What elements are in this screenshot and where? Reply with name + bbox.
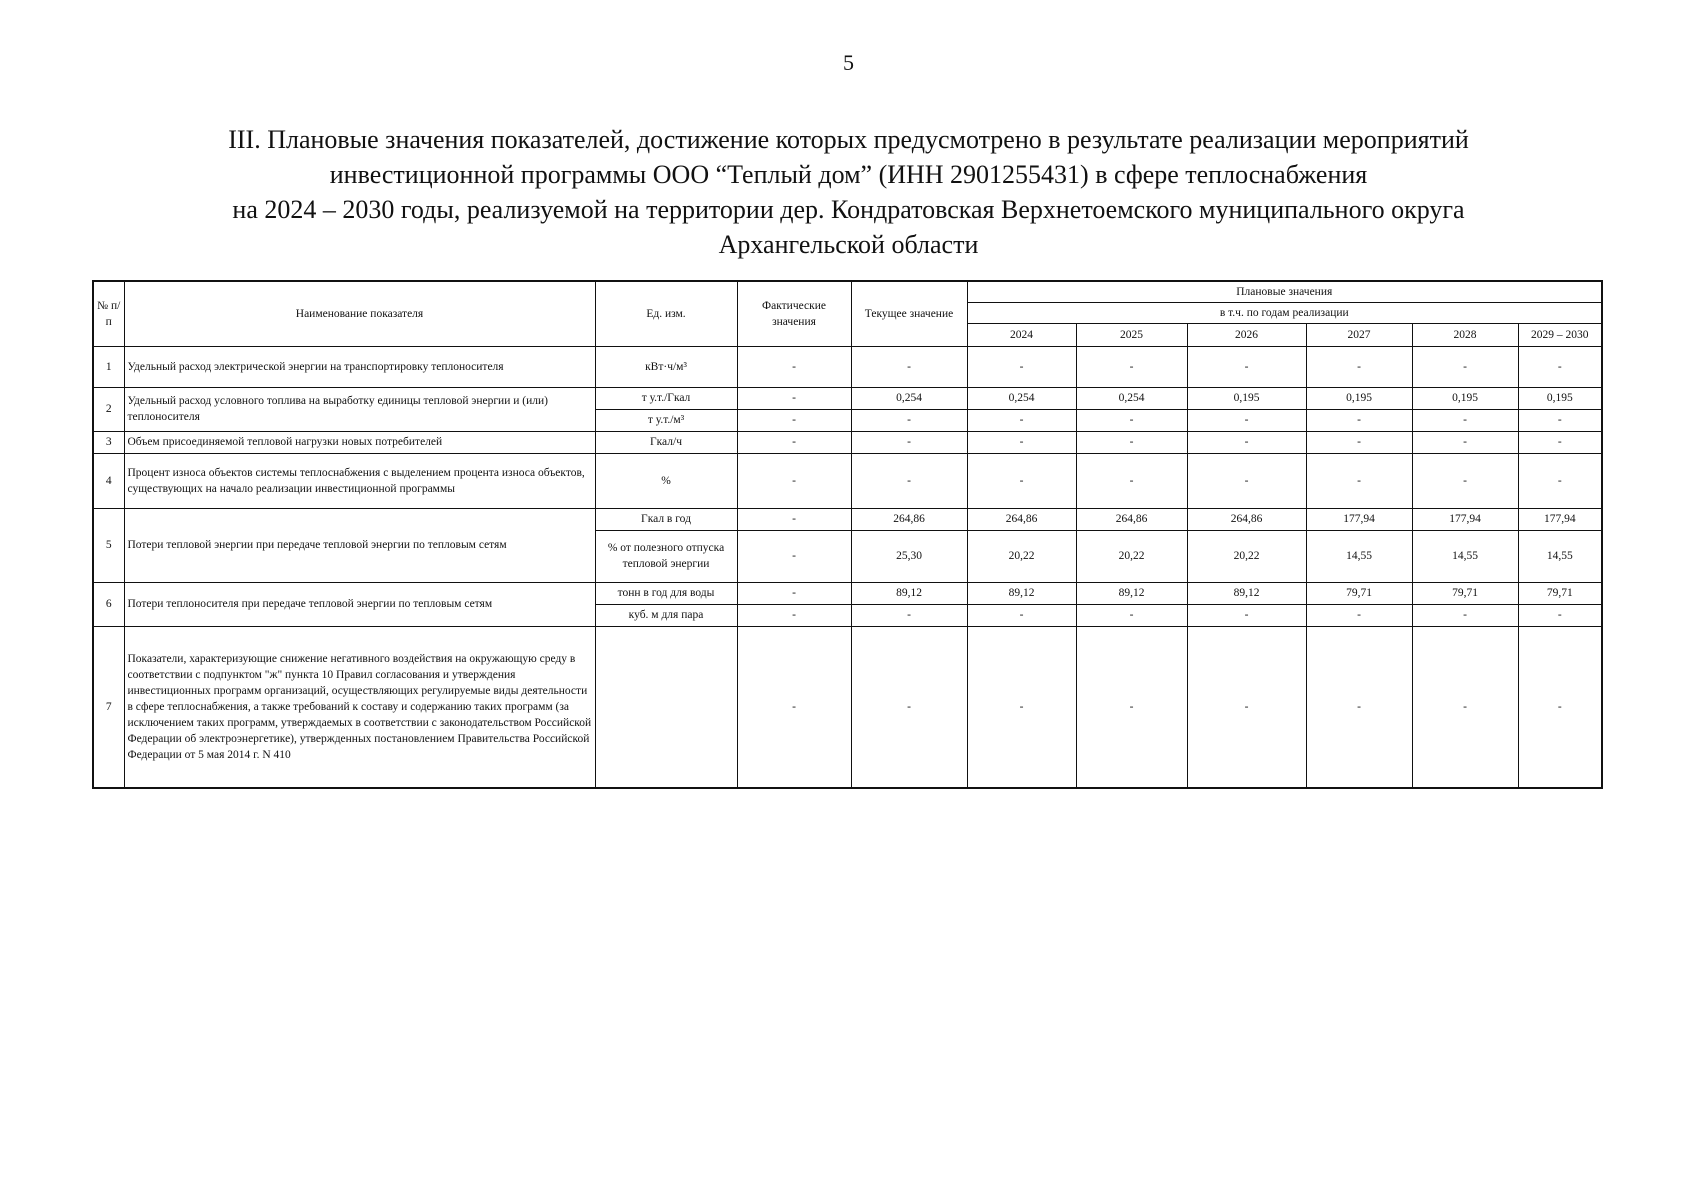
current-value: - xyxy=(851,453,967,508)
planned-value: - xyxy=(967,431,1076,453)
planned-value: 14,55 xyxy=(1518,530,1602,582)
planned-value: 14,55 xyxy=(1412,530,1518,582)
planned-value: 264,86 xyxy=(1076,508,1187,530)
planned-value: - xyxy=(1518,409,1602,431)
header-num: № п/п xyxy=(93,281,124,346)
current-value: 89,12 xyxy=(851,582,967,604)
planned-value: 0,195 xyxy=(1187,387,1306,409)
row-number: 7 xyxy=(93,626,124,788)
planned-value: 79,71 xyxy=(1306,582,1412,604)
planned-value: 264,86 xyxy=(1187,508,1306,530)
planned-value: 20,22 xyxy=(1076,530,1187,582)
planned-value: - xyxy=(1187,626,1306,788)
current-value: - xyxy=(851,346,967,387)
row-number: 6 xyxy=(93,582,124,626)
planned-value: 20,22 xyxy=(967,530,1076,582)
unit-cell: т у.т./м³ xyxy=(595,409,737,431)
header-year: 2029 – 2030 xyxy=(1518,323,1602,346)
planned-value: - xyxy=(1187,431,1306,453)
unit-cell: % xyxy=(595,453,737,508)
planned-value: 89,12 xyxy=(1076,582,1187,604)
planned-value: - xyxy=(967,409,1076,431)
current-value: - xyxy=(851,604,967,626)
indicator-name: Потери теплоносителя при передаче тепловой энергии по тепловым сетям xyxy=(124,582,595,626)
planned-value: 20,22 xyxy=(1187,530,1306,582)
planned-value: 0,195 xyxy=(1412,387,1518,409)
table-row xyxy=(93,387,1602,409)
heading-line-1: III. Плановые значения показателей, достижение которых предусмотрено в результате реализации мероприятий xyxy=(228,125,1469,154)
unit-cell: % от полезного отпуска тепловой энергии xyxy=(595,530,737,582)
unit-cell: тонн в год для воды xyxy=(595,582,737,604)
actual-value: - xyxy=(737,453,851,508)
unit-cell: куб. м для пара xyxy=(595,604,737,626)
planned-value: - xyxy=(967,626,1076,788)
planned-value: 177,94 xyxy=(1412,508,1518,530)
planned-value: - xyxy=(967,604,1076,626)
table-row xyxy=(93,626,1602,788)
planned-value: - xyxy=(967,453,1076,508)
current-value: 25,30 xyxy=(851,530,967,582)
planned-value: - xyxy=(1076,346,1187,387)
planned-value: - xyxy=(1412,626,1518,788)
table-row xyxy=(93,508,1602,530)
planned-value: 89,12 xyxy=(967,582,1076,604)
header-year: 2024 xyxy=(967,323,1076,346)
heading-line-3: на 2024 – 2030 годы, реализуемой на территории дер. Кондратовская Верхнетоемского муниципального округа xyxy=(232,195,1465,224)
planned-value: 89,12 xyxy=(1187,582,1306,604)
planned-value: - xyxy=(1412,346,1518,387)
unit-cell: т у.т./Гкал xyxy=(595,387,737,409)
actual-value: - xyxy=(737,409,851,431)
actual-value: - xyxy=(737,387,851,409)
table-row xyxy=(93,582,1602,604)
planned-value: - xyxy=(1306,431,1412,453)
planned-value: - xyxy=(1187,409,1306,431)
document-heading xyxy=(100,122,1597,262)
unit-cell xyxy=(595,626,737,788)
row-number: 2 xyxy=(93,387,124,431)
row-number: 5 xyxy=(93,508,124,582)
header-year: 2025 xyxy=(1076,323,1187,346)
planned-value: 0,195 xyxy=(1306,387,1412,409)
planned-value: - xyxy=(1076,453,1187,508)
header-actual: Фактические значения xyxy=(737,281,851,346)
header-current: Текущее значение xyxy=(851,281,967,346)
planned-value: - xyxy=(1412,431,1518,453)
current-value: - xyxy=(851,431,967,453)
row-number: 4 xyxy=(93,453,124,508)
current-value: - xyxy=(851,409,967,431)
planned-value: 177,94 xyxy=(1306,508,1412,530)
planned-value: - xyxy=(1306,453,1412,508)
actual-value: - xyxy=(737,346,851,387)
planned-value: 0,254 xyxy=(967,387,1076,409)
header-year: 2028 xyxy=(1412,323,1518,346)
planned-value: - xyxy=(1518,453,1602,508)
page-number: 5 xyxy=(843,50,854,75)
planned-value: 14,55 xyxy=(1306,530,1412,582)
current-value: 0,254 xyxy=(851,387,967,409)
actual-value: - xyxy=(737,582,851,604)
planned-value: 264,86 xyxy=(967,508,1076,530)
unit-cell: Гкал/ч xyxy=(595,431,737,453)
planned-value: 177,94 xyxy=(1518,508,1602,530)
planned-value: 79,71 xyxy=(1412,582,1518,604)
planned-value: - xyxy=(1076,604,1187,626)
planned-value: - xyxy=(1306,409,1412,431)
actual-value: - xyxy=(737,431,851,453)
planned-value: - xyxy=(1187,604,1306,626)
actual-value: - xyxy=(737,626,851,788)
planned-value: - xyxy=(1076,431,1187,453)
planned-value: 0,195 xyxy=(1518,387,1602,409)
row-number: 1 xyxy=(93,346,124,387)
planned-value: - xyxy=(1306,626,1412,788)
unit-cell: Гкал в год xyxy=(595,508,737,530)
current-value: 264,86 xyxy=(851,508,967,530)
header-name: Наименование показателя xyxy=(124,281,595,346)
current-value: - xyxy=(851,626,967,788)
planned-value: - xyxy=(1187,453,1306,508)
indicator-name: Удельный расход условного топлива на выработку единицы тепловой энергии и (или) теплоносителя xyxy=(124,387,595,431)
header-planned: Плановые значения xyxy=(967,281,1602,302)
header-by-years: в т.ч. по годам реализации xyxy=(967,302,1602,323)
header-unit: Ед. изм. xyxy=(595,281,737,346)
header-row-1 xyxy=(93,281,1602,302)
actual-value: - xyxy=(737,508,851,530)
header-year: 2027 xyxy=(1306,323,1412,346)
row-number: 3 xyxy=(93,431,124,453)
planned-value: - xyxy=(1518,431,1602,453)
planned-value: 79,71 xyxy=(1518,582,1602,604)
planned-value: - xyxy=(1076,626,1187,788)
table-row xyxy=(93,346,1602,387)
indicator-name: Потери тепловой энергии при передаче тепловой энергии по тепловым сетям xyxy=(124,508,595,582)
table-row xyxy=(93,453,1602,508)
planned-value: - xyxy=(967,346,1076,387)
planned-value: - xyxy=(1412,409,1518,431)
planned-value: - xyxy=(1306,604,1412,626)
heading-line-4: Архангельской области xyxy=(718,230,979,259)
indicators-table xyxy=(92,280,1603,789)
indicator-name: Процент износа объектов системы теплоснабжения с выделением процента износа объектов, существующих на начало реализации инвестиционной программы xyxy=(124,453,595,508)
planned-value: - xyxy=(1518,626,1602,788)
planned-value: - xyxy=(1187,346,1306,387)
planned-value: - xyxy=(1518,604,1602,626)
indicator-name: Показатели, характеризующие снижение негативного воздействия на окружающую среду в соответствии с подпунктом "ж" пункта 10 Правил согласования и утверждения инвестиционных программ организаций, осуществляющих регулируемые виды деятельности в сфере теплоснабжения, а также требований к составу и содержанию таких программ (за исключением таких программ, утверждаемых в соответствии с законодательством Российской Федерации об электроэнергетике), утвержденных постановлением Правительства Российской Федерации от 5 мая 2014 г. N 410 xyxy=(124,626,595,788)
planned-value: - xyxy=(1412,604,1518,626)
unit-cell: кВт·ч/м³ xyxy=(595,346,737,387)
table-row xyxy=(93,431,1602,453)
planned-value: - xyxy=(1412,453,1518,508)
planned-value: - xyxy=(1518,346,1602,387)
planned-value: - xyxy=(1076,409,1187,431)
header-year: 2026 xyxy=(1187,323,1306,346)
planned-value: - xyxy=(1306,346,1412,387)
indicator-name: Объем присоединяемой тепловой нагрузки новых потребителей xyxy=(124,431,595,453)
actual-value: - xyxy=(737,530,851,582)
planned-value: 0,254 xyxy=(1076,387,1187,409)
actual-value: - xyxy=(737,604,851,626)
heading-line-2: инвестиционной программы ООО “Теплый дом” (ИНН 2901255431) в сфере теплоснабжения xyxy=(329,160,1368,189)
indicator-name: Удельный расход электрической энергии на транспортировку теплоносителя xyxy=(124,346,595,387)
